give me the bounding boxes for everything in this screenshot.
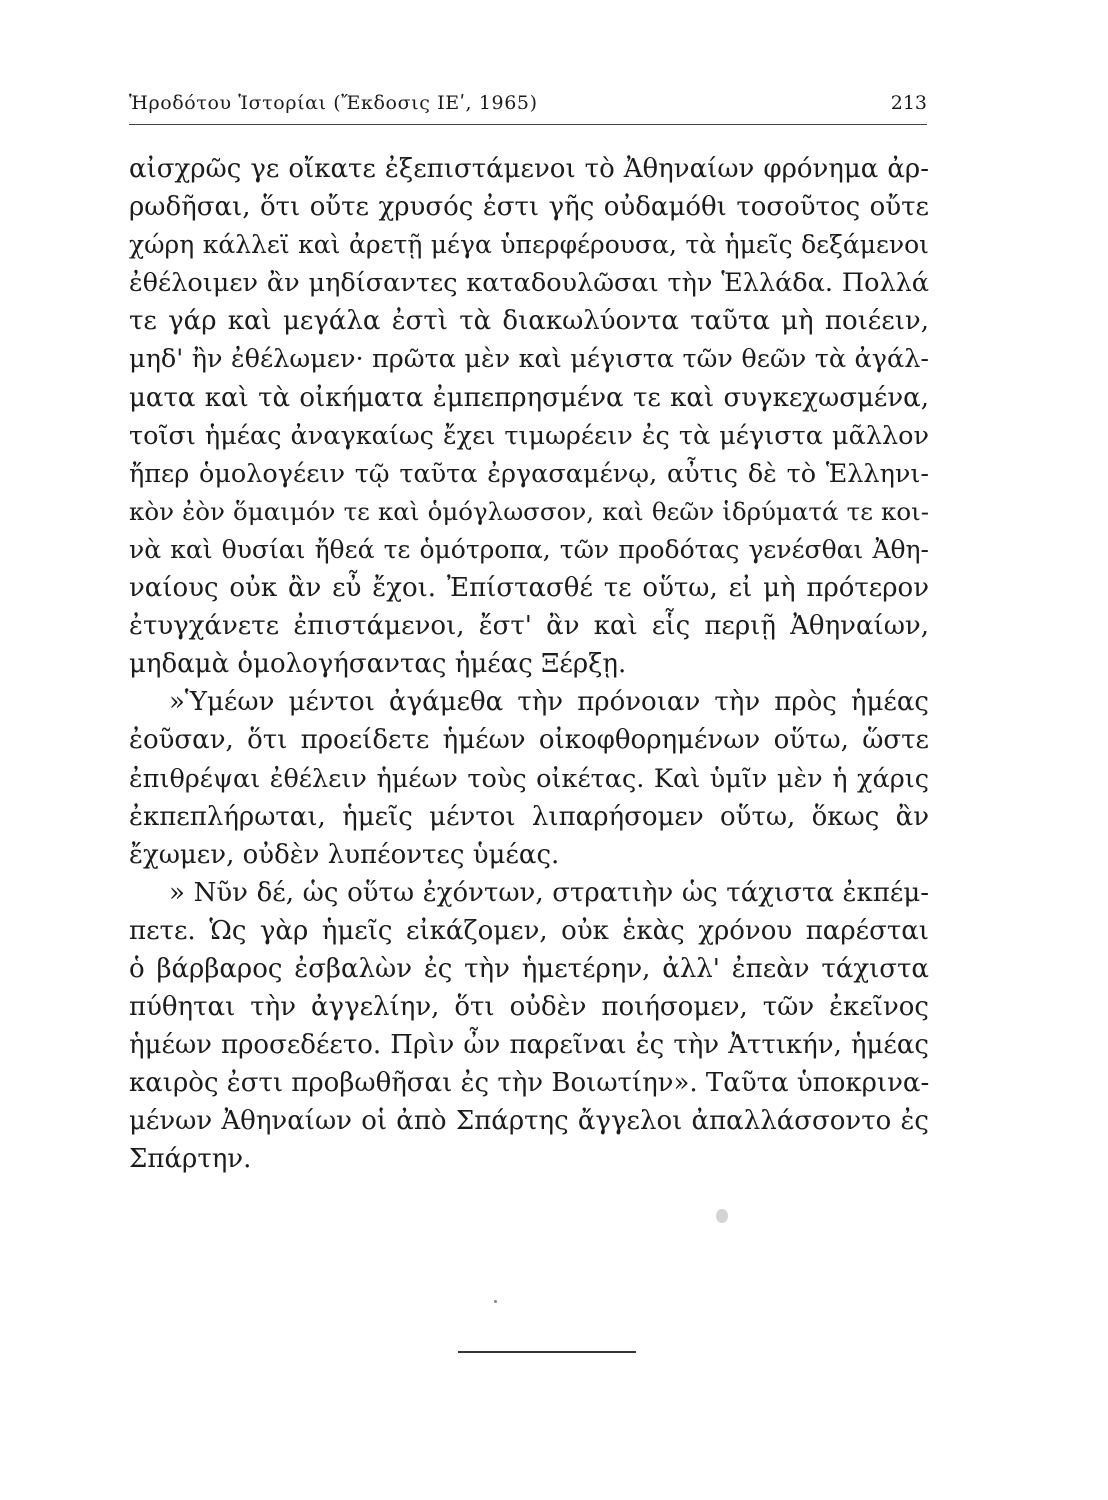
- text-line: ματα καὶ τὰ οἰκήματα ἐμπεπρησμένα τε καὶ συγκεχωσμένα,: [129, 382, 929, 413]
- text-line: »Ὑμέων μέντοι ἀγάμεθα τὴν πρόνοιαν τὴν πρὸς ἡμέας: [169, 687, 929, 718]
- text-line: μένων Ἀθηναίων οἱ ἀπὸ Σπάρτης ἄγγελοι ἀπαλλάσσοντο ἐς: [129, 1106, 929, 1137]
- page-number: 213: [890, 92, 927, 114]
- text-line: νὰ καὶ θυσίαι ἤθεά τε ὁμότροπα, τῶν προδότας γενέσθαι Ἀθη-: [129, 534, 929, 564]
- text-line: τε γάρ καὶ μεγάλα ἐστὶ τὰ διακωλύοντα ταῦτα μὴ ποιέειν,: [129, 306, 929, 337]
- text-line: » Νῦν δέ, ὡς οὕτω ἐχόντων, στρατιὴν ὡς τάχιστα ἐκπέμ-: [169, 877, 929, 908]
- text-line: πύθηται τὴν ἀγγελίην, ὅτι οὐδὲν ποιήσομεν, τῶν ἐκεῖνος: [129, 992, 929, 1023]
- text-line: ἐκπεπλήρωται, ἡμεῖς μέντοι λιπαρήσομεν οὕτω, ὅκως ἂν: [129, 801, 929, 832]
- text-line: ἐπιθρέψαι ἐθέλειν ἡμέων τοὺς οἰκέτας. Καὶ ὑμῖν μὲν ἡ χάρις: [129, 763, 929, 794]
- text-line: ἤπερ ὁμολογέειν τῷ ταῦτα ἐργασαμένῳ, αὖτις δὲ τὸ Ἑλληνι-: [129, 458, 929, 489]
- text-line: χώρη κάλλεϊ καὶ ἀρετῇ μέγα ὑπερφέρουσα, τὰ ἡμεῖς δεξάμενοι: [129, 230, 929, 260]
- text-line: ρωδῆσαι, ὅτι οὔτε χρυσός ἐστι γῆς οὐδαμόθι τοσοῦτος οὔτε: [129, 192, 929, 223]
- text-line: καιρὸς ἐστι προβωθῆσαι ἐς τὴν Βοιωτίην». Ταῦτα ὑποκρινα-: [129, 1068, 930, 1099]
- text-line: Σπάρτην.: [129, 1144, 252, 1175]
- text-line: ἐοῦσαν, ὅτι προείδετε ἡμέων οἰκοφθορημένων οὕτω, ὥστε: [129, 725, 929, 756]
- text-line: μηδαμὰ ὁμολογήσαντας ἡμέας Ξέρξῃ.: [129, 649, 627, 680]
- text-line: μηδ' ἢν ἐθέλωμεν· πρῶτα μὲν καὶ μέγιστα τῶν θεῶν τὰ ἀγάλ-: [129, 344, 929, 375]
- running-head: [129, 92, 927, 122]
- text-line: ἡμέων προσεδέετο. Πρὶν ὦν παρεῖναι ἐς τὴν Ἀττικήν, ἡμέας: [129, 1030, 929, 1061]
- section-end-rule: [458, 1351, 636, 1353]
- text-line: ἔχωμεν, οὐδὲν λυπέοντες ὑμέας.: [129, 839, 560, 870]
- text-line: ὁ βάρβαρος ἐσβαλὼν ἐς τὴν ἡμετέρην, ἀλλ' ἐπεὰν τάχιστα: [129, 953, 929, 984]
- text-line: κὸν ἐὸν ὅμαιμόν τε καὶ ὁμόγλωσσον, καὶ θεῶν ἱδρύματά τε κοι-: [129, 496, 929, 526]
- text-line: ἐτυγχάνετε ἐπιστάμενοι, ἔστ' ἂν καὶ εἷς περιῇ Ἀθηναίων,: [129, 611, 929, 642]
- header-rule: [129, 124, 927, 125]
- text-line: ναίους οὐκ ἂν εὖ ἔχοι. Ἐπίστασθέ τε οὕτω, εἰ μὴ πρότερον: [129, 573, 929, 604]
- text-line: ἐθέλοιμεν ἂν μηδίσαντες καταδουλῶσαι τὴν Ἑλλάδα. Πολλά: [129, 268, 929, 299]
- text-line: αἰσχρῶς γε οἴκατε ἐξεπιστάμενοι τὸ Ἀθηναίων φρόνημα ἀρ-: [129, 154, 929, 184]
- text-line: πετε. Ὡς γὰρ ἡμεῖς εἰκάζομεν, οὐκ ἑκὰς χρόνου παρέσται: [129, 915, 929, 946]
- paper-speck: [716, 1209, 728, 1223]
- text-line: τοῖσι ἡμέας ἀναγκαίως ἔχει τιμωρέειν ἐς τὰ μέγιστα μᾶλλον: [129, 420, 929, 451]
- running-title: Ἡροδότου Ἱστορίαι (Ἔκδοσις ΙΕʹ, 1965): [129, 92, 538, 114]
- paper-speck: [494, 1300, 497, 1303]
- body-text: [129, 150, 929, 1179]
